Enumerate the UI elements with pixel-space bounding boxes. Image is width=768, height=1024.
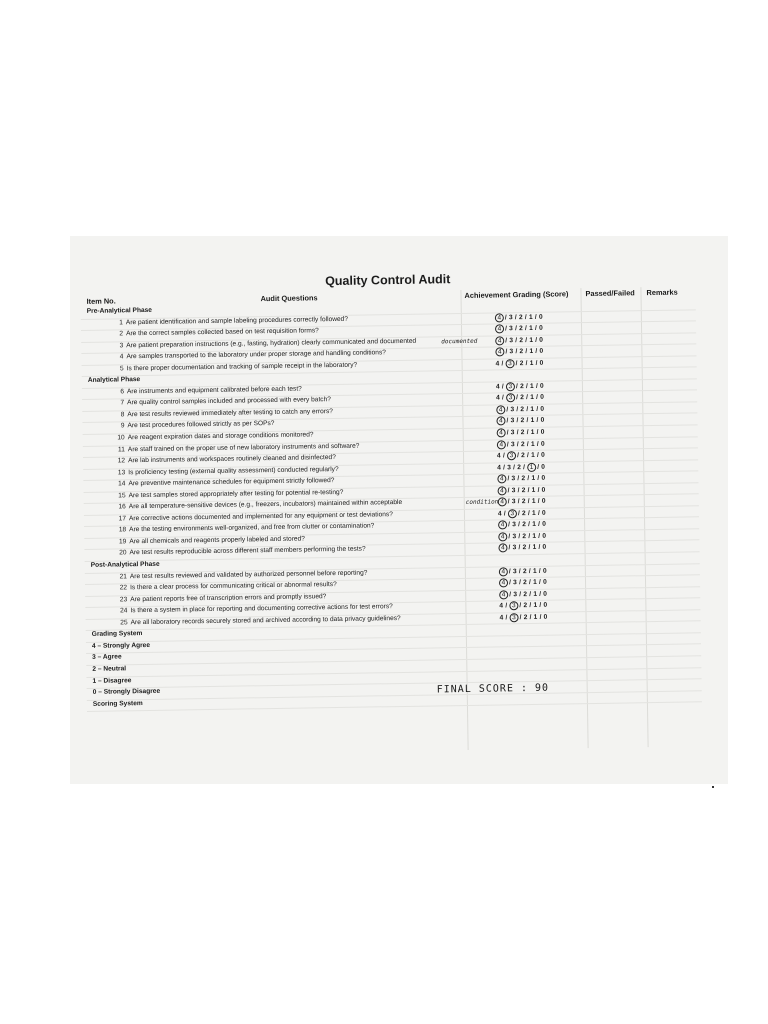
grade-value: 1 <box>532 521 537 529</box>
grade-value: 1 <box>533 578 538 587</box>
grade-value: 2 <box>523 602 528 610</box>
audit-question: Are instruments and equipment calibrated before each test? <box>126 385 302 396</box>
grade-options: 4 / 3 / 2 / 1 / 0 <box>499 601 548 610</box>
grade-value: 3 <box>511 498 516 506</box>
grade-value: 4 <box>497 464 502 472</box>
grade-value: 1 <box>530 417 535 425</box>
item-number: 20 <box>119 549 127 557</box>
circled-grade: 4 <box>498 544 507 553</box>
grade-value: 4 <box>497 510 502 518</box>
grade-value: 0 <box>539 324 544 332</box>
grade-value: 1 <box>532 567 537 575</box>
header-grading: Achievement Grading (Score) <box>464 289 569 300</box>
grade-value: 3 <box>513 579 518 587</box>
grade-options: 4 / 3 / 2 / 1 / 0 <box>499 589 547 599</box>
audit-question: Are test results reproducible across different staff members performing the tests? <box>129 546 366 557</box>
circled-grade: 3 <box>506 382 515 391</box>
grade-options: 4 / 3 / 2 / 1 / 0 <box>495 312 543 322</box>
grading-scale-label: 3 – Agree <box>92 653 122 662</box>
grade-value: 0 <box>542 521 547 529</box>
grade-value: 3 <box>513 590 518 598</box>
scanned-sheet <box>70 236 728 784</box>
grade-value: 2 <box>521 498 526 506</box>
audit-question: Are all chemicals and reagents properly labeled and stored? <box>129 535 305 546</box>
grade-value: 1 <box>531 486 536 494</box>
grade-value: 3 <box>510 429 515 437</box>
audit-question: Are staff trained on the proper use of new laboratory instruments and software? <box>127 442 360 453</box>
item-number: 11 <box>117 445 125 453</box>
section-title: Pre-Analytical Phase <box>86 306 153 315</box>
grade-value: 2 <box>522 532 527 541</box>
grade-value: 2 <box>521 509 526 517</box>
item-number: 3 <box>119 341 124 350</box>
header-audit-questions: Audit Questions <box>260 293 318 304</box>
header-item-no: Item No. <box>86 296 116 306</box>
audit-question: Are the testing environments well-organized, and free from clutter or contamination? <box>129 522 375 534</box>
grade-value: 3 <box>512 521 517 529</box>
grade-options: 4 / 3 / 2 / 1 / 0 <box>498 543 546 553</box>
audit-question: Is there a system in place for reporting and documenting corrective actions for test errors? <box>130 603 393 615</box>
item-number: 13 <box>117 468 126 477</box>
grade-value: 2 <box>520 429 525 437</box>
grade-value: 1 <box>529 336 534 344</box>
audit-question: Are corrective actions documented and implemented for any equipment or test deviations? <box>128 510 393 523</box>
grade-value: 0 <box>541 474 546 482</box>
item-number: 8 <box>120 411 125 419</box>
item-number: 9 <box>120 422 125 430</box>
circled-grade: 4 <box>495 324 504 333</box>
grade-value: 0 <box>543 590 548 598</box>
grade-value: 3 <box>508 313 513 321</box>
item-number: 22 <box>119 584 128 592</box>
circled-grade: 4 <box>495 313 504 322</box>
grade-options: 4 / 3 / 2 / 1 / 0 <box>495 335 543 345</box>
grade-value: 0 <box>538 313 543 321</box>
grade-value: 4 <box>496 452 501 460</box>
item-number: 18 <box>118 526 127 534</box>
handwritten-note: condition <box>465 498 499 507</box>
grade-options: 4 / 3 / 2 / 1 / 0 <box>498 520 546 530</box>
audit-question: Are the correct samples collected based on test requisition forms? <box>126 327 319 338</box>
audit-question: Are all temperature-sensitive devices (e.g., freezers, incubators) maintained within acceptable <box>128 499 403 511</box>
grade-options: 4 / 3 / 2 / 1 / 0 <box>498 485 546 495</box>
audit-table-body <box>81 298 702 712</box>
grade-value: 1 <box>531 498 536 506</box>
item-number: 1 <box>119 318 123 326</box>
grade-value: 1 <box>533 602 538 610</box>
circled-grade: 4 <box>497 428 506 437</box>
circled-grade: 3 <box>506 394 515 403</box>
audit-document <box>80 256 695 708</box>
audit-question: Are all laboratory records securely stored and archived according to data privacy guidelines? <box>130 614 401 627</box>
circled-grade: 1 <box>527 463 536 472</box>
grade-value: 2 <box>523 579 528 587</box>
grade-value: 2 <box>518 313 523 321</box>
grade-value: 2 <box>517 463 522 471</box>
grade-value: 2 <box>519 382 524 390</box>
circled-grade: 4 <box>495 336 504 345</box>
grade-value: 4 <box>499 614 504 622</box>
grade-value: 2 <box>520 417 525 425</box>
grade-value: 0 <box>543 601 548 609</box>
grade-value: 3 <box>512 544 517 552</box>
grade-options: 4 / 3 / 2 / 1 / 0 <box>497 463 546 472</box>
audit-question: Are lab instruments and workspaces routinely cleaned and disinfected? <box>128 454 336 465</box>
grade-value: 3 <box>512 567 517 575</box>
grade-value: 3 <box>510 406 515 414</box>
grading-scale-label: 1 – Disagree <box>92 676 132 685</box>
grade-value: 2 <box>522 567 527 575</box>
grade-value: 3 <box>512 533 517 541</box>
circled-grade: 3 <box>508 509 517 518</box>
grade-value: 1 <box>531 509 536 517</box>
grade-value: 1 <box>528 313 533 321</box>
grade-value: 3 <box>507 463 512 471</box>
grade-value: 0 <box>540 405 545 413</box>
circled-grade: 4 <box>496 405 505 414</box>
grade-value: 3 <box>511 486 516 494</box>
item-number: 16 <box>118 503 126 511</box>
circled-grade: 4 <box>496 417 505 426</box>
grade-value: 3 <box>510 440 515 448</box>
grade-value: 2 <box>522 544 527 552</box>
grade-value: 2 <box>522 521 527 529</box>
grade-value: 3 <box>509 348 514 356</box>
grade-value: 2 <box>520 405 525 414</box>
grade-options: 4 / 3 / 2 / 1 / 0 <box>496 416 544 426</box>
grade-value: 4 <box>495 360 500 368</box>
audit-question: Are test procedures followed strictly as per SOPs? <box>127 420 275 430</box>
grade-value: 0 <box>542 567 547 575</box>
grade-value: 0 <box>539 359 544 367</box>
audit-question: Are test results reviewed and validated by authorized personnel before reporting? <box>129 569 368 580</box>
grade-value: 0 <box>542 532 547 540</box>
grade-options: 4 / 3 / 2 / 1 / 0 <box>498 532 546 542</box>
grade-options: 4 / 3 / 2 / 1 / 0 <box>499 578 547 588</box>
audit-question: Are quality control samples included and processed with every batch? <box>127 396 331 407</box>
header-remarks: Remarks <box>646 287 678 298</box>
grade-options: 4 / 3 / 2 / 1 / 0 <box>499 613 548 622</box>
audit-question: Are patient preparation instructions (e.g., fasting, hydration) clearly communicated and documented <box>126 337 417 349</box>
audit-question: Are patient reports free of transcription errors and promptly issued? <box>130 592 327 603</box>
grade-value: 1 <box>530 428 535 436</box>
grade-value: 1 <box>529 359 534 367</box>
section-title: Analytical Phase <box>87 376 141 385</box>
grading-system-label: Grading System <box>91 630 143 639</box>
scoring-system-label: Scoring System <box>92 699 143 708</box>
grade-options: 4 / 3 / 2 / 1 / 0 <box>499 566 547 576</box>
grade-value: 0 <box>540 440 545 448</box>
grading-scale-label: 0 – Strongly Disagree <box>92 687 161 696</box>
item-number: 6 <box>120 388 125 396</box>
grade-value: 1 <box>530 440 535 448</box>
grading-scale-label: 4 – Strongly Agree <box>91 641 151 650</box>
grade-value: 0 <box>540 417 545 425</box>
grade-options: 4 / 3 / 2 / 1 / 0 <box>498 497 546 507</box>
page-title: Quality Control Audit <box>325 272 451 289</box>
grade-value: 2 <box>520 440 525 448</box>
circled-grade: 4 <box>498 532 507 541</box>
audit-question: Are preventive maintenance schedules for equipment strictly followed? <box>128 477 335 488</box>
grade-options: 4 / 3 / 2 / 1 / 0 <box>496 451 546 460</box>
grade-value: 1 <box>529 348 534 356</box>
grade-value: 2 <box>519 325 524 333</box>
grade-value: 2 <box>523 590 528 598</box>
grade-value: 2 <box>519 348 524 356</box>
handwritten-note: documented <box>441 337 478 345</box>
grade-value: 1 <box>531 451 536 460</box>
item-number: 21 <box>119 572 127 580</box>
audit-question: Are test samples stored appropriately after testing for potential re-testing? <box>128 488 344 500</box>
grade-options: 4 / 3 / 2 / 1 / 0 <box>495 382 544 391</box>
grade-value: 2 <box>520 394 525 402</box>
grade-value: 0 <box>541 451 546 459</box>
circled-grade: 4 <box>498 498 507 507</box>
circled-grade: 3 <box>507 451 516 460</box>
audit-question: Is there a clear process for communicating critical or abnormal results? <box>130 581 337 592</box>
grade-value: 0 <box>541 498 546 506</box>
grade-value: 1 <box>533 613 538 621</box>
audit-question: Are reagent expiration dates and storage conditions monitored? <box>127 431 314 442</box>
grade-value: 0 <box>543 578 548 586</box>
grade-value: 0 <box>543 613 548 621</box>
item-number: 12 <box>117 457 126 465</box>
circled-grade: 4 <box>497 440 506 449</box>
item-number: 10 <box>117 434 125 442</box>
grade-value: 0 <box>541 486 546 494</box>
audit-question: Are test results reviewed immediately after testing to catch any errors? <box>127 407 333 419</box>
grade-value: 0 <box>540 428 545 436</box>
circled-grade: 4 <box>498 521 507 530</box>
grade-value: 3 <box>510 417 515 425</box>
item-number: 24 <box>120 607 128 615</box>
grade-options: 4 / 3 / 2 / 1 / 0 <box>495 324 543 334</box>
audit-question: Are samples transported to the laboratory under proper storage and handling conditions? <box>126 349 386 361</box>
grade-options: 4 / 3 / 2 / 1 / 0 <box>497 509 546 518</box>
grade-value: 3 <box>509 325 514 333</box>
grade-value: 1 <box>530 405 535 413</box>
section-title: Post-Analytical Phase <box>90 560 160 569</box>
grade-value: 2 <box>521 486 526 494</box>
grade-value: 0 <box>542 544 547 552</box>
grade-value: 4 <box>499 602 504 610</box>
grade-value: 1 <box>529 324 534 333</box>
header-passed-failed: Passed/Failed <box>585 288 635 299</box>
circled-grade: 4 <box>497 475 506 484</box>
grade-options: 4 / 3 / 2 / 1 / 0 <box>497 439 545 449</box>
grade-value: 4 <box>495 383 500 391</box>
grade-value: 0 <box>539 382 544 390</box>
audit-question: Are patient identification and sample labeling procedures correctly followed? <box>125 315 349 326</box>
grade-options: 4 / 3 / 2 / 1 / 0 <box>495 359 544 368</box>
circled-grade: 3 <box>505 359 514 368</box>
item-number: 23 <box>119 595 128 604</box>
grade-value: 0 <box>541 463 546 471</box>
circled-grade: 4 <box>495 348 504 357</box>
grade-options: 4 / 3 / 2 / 1 / 0 <box>496 405 544 415</box>
grading-scale-label: 2 – Neutral <box>92 665 127 673</box>
circled-grade: 3 <box>509 613 518 622</box>
grade-value: 4 <box>496 394 501 402</box>
grade-value: 1 <box>529 382 534 390</box>
audit-question: Is proficiency testing (external quality assessment) conducted regularly? <box>128 465 339 476</box>
grade-value: 0 <box>541 509 546 517</box>
item-number: 7 <box>120 399 125 407</box>
grade-value: 3 <box>509 336 514 344</box>
item-number: 15 <box>118 492 126 500</box>
grade-value: 2 <box>523 613 528 621</box>
grade-value: 2 <box>521 475 526 483</box>
audit-question: Is there proper documentation and tracking of sample receipt in the laboratory? <box>126 361 358 373</box>
circled-grade: 4 <box>499 567 508 576</box>
grade-value: 3 <box>511 475 516 483</box>
circled-grade: 4 <box>499 578 508 587</box>
grade-value: 1 <box>533 590 538 598</box>
grade-options: 4 / 3 / 2 / 1 / 0 <box>495 347 543 357</box>
item-number: 4 <box>119 353 124 361</box>
item-number: 2 <box>119 330 124 338</box>
item-number: 5 <box>119 365 124 373</box>
grade-value: 1 <box>531 475 536 483</box>
final-score: FINAL SCORE : 90 <box>436 682 550 696</box>
grade-options: 4 / 3 / 2 / 1 / 0 <box>497 474 545 484</box>
grade-options: 4 / 3 / 2 / 1 / 0 <box>496 394 545 402</box>
speck <box>712 786 714 788</box>
grade-value: 2 <box>519 359 524 367</box>
grade-options: 4 / 3 / 2 / 1 / 0 <box>497 428 545 438</box>
grade-value: 1 <box>532 544 537 552</box>
circled-grade: 4 <box>498 486 507 495</box>
grade-value: 1 <box>532 532 537 540</box>
grade-value: 1 <box>530 394 535 402</box>
item-number: 14 <box>118 480 126 488</box>
item-number: 25 <box>120 619 128 627</box>
item-number: 19 <box>118 538 127 546</box>
grade-value: 2 <box>521 452 526 460</box>
circled-grade: 4 <box>499 590 508 599</box>
grade-value: 0 <box>539 347 544 355</box>
grade-value: 0 <box>540 394 545 402</box>
item-number: 17 <box>118 515 127 523</box>
grade-value: 2 <box>519 336 524 344</box>
grade-value: 0 <box>539 336 544 344</box>
circled-grade: 3 <box>509 601 518 610</box>
